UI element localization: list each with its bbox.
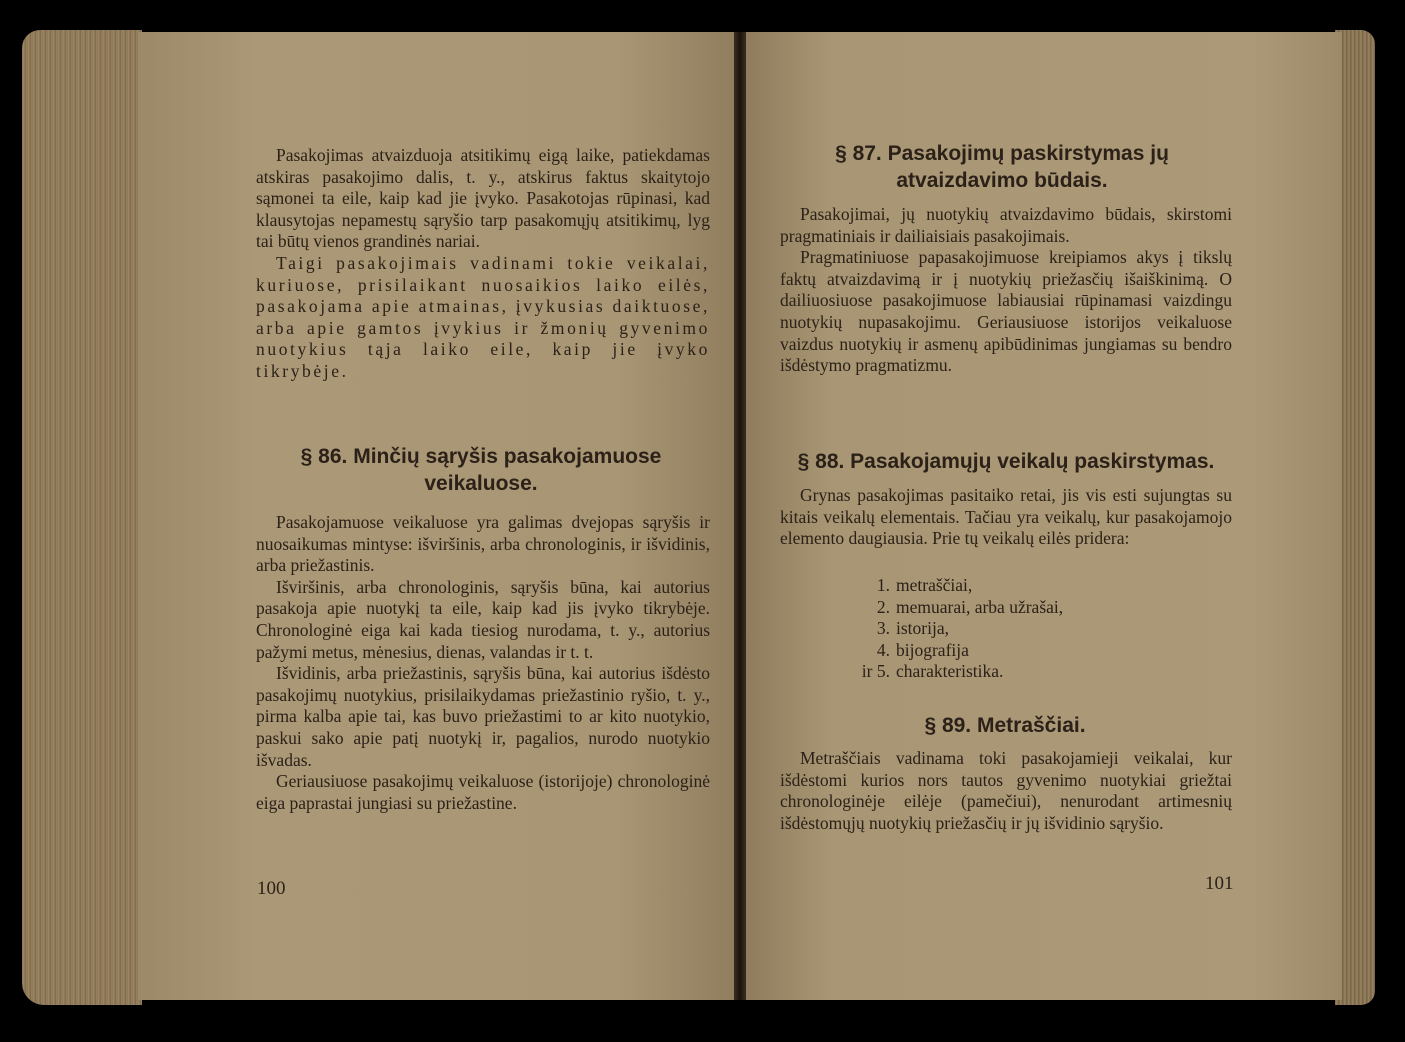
right-page-number: 101 <box>1205 873 1234 894</box>
s86-paragraph-1: Pasakojamuose veikaluose yra galimas dvejopas sąryšis ir nuosaikumas mintyse: išviršinis, arba chronologinis, ir išvidinis, arba priežastinis. <box>256 512 710 576</box>
section-88-title: § 88. Pasakojamųjų veikalų paskirstymas. <box>797 450 1215 473</box>
list-item-text: bijografija <box>896 639 969 660</box>
left-intro-paragraph-2: Taigi pasakojimais vadinami tokie veikalai, kuriuose, prisilaikant nuosaikios laiko eilės, pasakojama apie atmainas, įvykusias daiktuose, arba apie gamtos įvykius ir žmonių gyvenimo nuotykius tąja laiko eile, kaip jie įvyko tikrybėje. <box>256 252 710 381</box>
section-87-body <box>780 204 1232 377</box>
book-gutter <box>734 32 746 1000</box>
left-intro-paragraph-1: Pasakojimas atvaizduoja atsitikimų eigą laike, patiekdamas atskiras pasakojimo dalis, t. y., atskirus faktus skaitytojo sąmonei ta eile, kaip kad jie įvyko. Pasakotojas rūpinasi, kad klausytojas nepamestų sąryšio tarp pasakomųjų atsitikimų, lyg tai būtų vienos grandinės nariai. <box>256 145 710 252</box>
s88-list <box>846 575 1176 683</box>
list-item: ir 5. charakteristika. <box>861 661 1004 682</box>
section-86-body <box>256 512 710 814</box>
left-intro <box>256 145 710 383</box>
s86-paragraph-3: Išvidinis, arba priežastinis, sąryšis būna, kai autorius išdėsto pasakojimų nuotykius, prisilaikydamas priežastinio ryšio, t. y., pirma kalba apie tai, kas buvo priežastimi to ar kito nuotykio, paskui sako apie patį nuotykį ir, pagalios, nurodo nuotykio išvadas. <box>256 663 710 770</box>
list-item-text: istorija, <box>896 618 949 639</box>
section-87-title: § 87. Pasakojimų paskirstymas jų atvaizdavimo būdais. <box>835 142 1169 192</box>
list-item-text: metraščiai, <box>896 575 973 595</box>
section-88-body <box>780 485 1232 550</box>
list-item: 3. istorija, <box>876 618 949 639</box>
section-89-body <box>780 748 1232 834</box>
section-89-title: § 89. Metraščiai. <box>924 714 1086 737</box>
list-item: 4. bijografija <box>876 639 969 660</box>
s86-paragraph-2: Išviršinis, arba chronologinis, sąryšis būna, kai autorius pasakoja apie nuotykį ta eile, kaip kad jis įvyko tikrybėje. Chronologinė eiga kai kada tiesiog nurodama, t. y., autorius pažymi metus, mėnesius, dienas, valandas ir t. t. <box>256 576 710 662</box>
s87-paragraph-2: Pragmatiniuose papasakojimuose kreipiamos akys į tikslų faktų atvaizdavimą ir į nuotykių priežasčių išaiškinimą. O dailiuosiuose pasakojimuose labiausiai rūpinamasi vaizdingu nuotykių nupasakojimu. Geriausiuose istorijos veikaluose vaizdus nuotykių ir asmenų apibūdinimas jungiamas su bendro išdėstymo pragmatizmu. <box>780 247 1232 376</box>
s87-paragraph-1: Pasakojimai, jų nuotykių atvaizdavimo būdais, skirstomi pragmatiniais ir dailiaisiais pasakojimais. <box>780 204 1232 246</box>
left-page-number: 100 <box>257 878 286 899</box>
list-item-text: charakteristika. <box>896 661 1004 682</box>
list-item-text: memuarai, arba užrašai, <box>896 596 1064 617</box>
list-item: 2. memuarai, arba užrašai, <box>876 596 1064 617</box>
s89-paragraph-1: Metraščiais vadinama toki pasakojamieji veikalai, kur išdėstomi kurios nors tautos gyvenimo nuotykiai griežtai chronologinėje eilėje (pamečiui), nenurodant artimesnių išdėstomųjų nuotykių priežasčių ir jų išvidinio sąryšio. <box>780 748 1232 833</box>
s86-paragraph-4: Geriausiuose pasakojimų veikaluose (istorijoje) chronologinė eiga paprastai jungiasi su priežastine. <box>256 771 710 813</box>
s88-paragraph-1: Grynas pasakojimas pasitaiko retai, jis vis esti sujungtas su kitais veikalų elementais. Tačiau yra veikalų, kur pasakojamojo elemento daugiausia. Prie tų veikalų eilės pridera: <box>780 485 1232 549</box>
list-item: 1. metraščiai, <box>876 575 973 595</box>
section-86-title: § 86. Minčių sąryšis pasakojamuose veikaluose. <box>300 445 662 495</box>
book-edge-left <box>22 30 142 1005</box>
